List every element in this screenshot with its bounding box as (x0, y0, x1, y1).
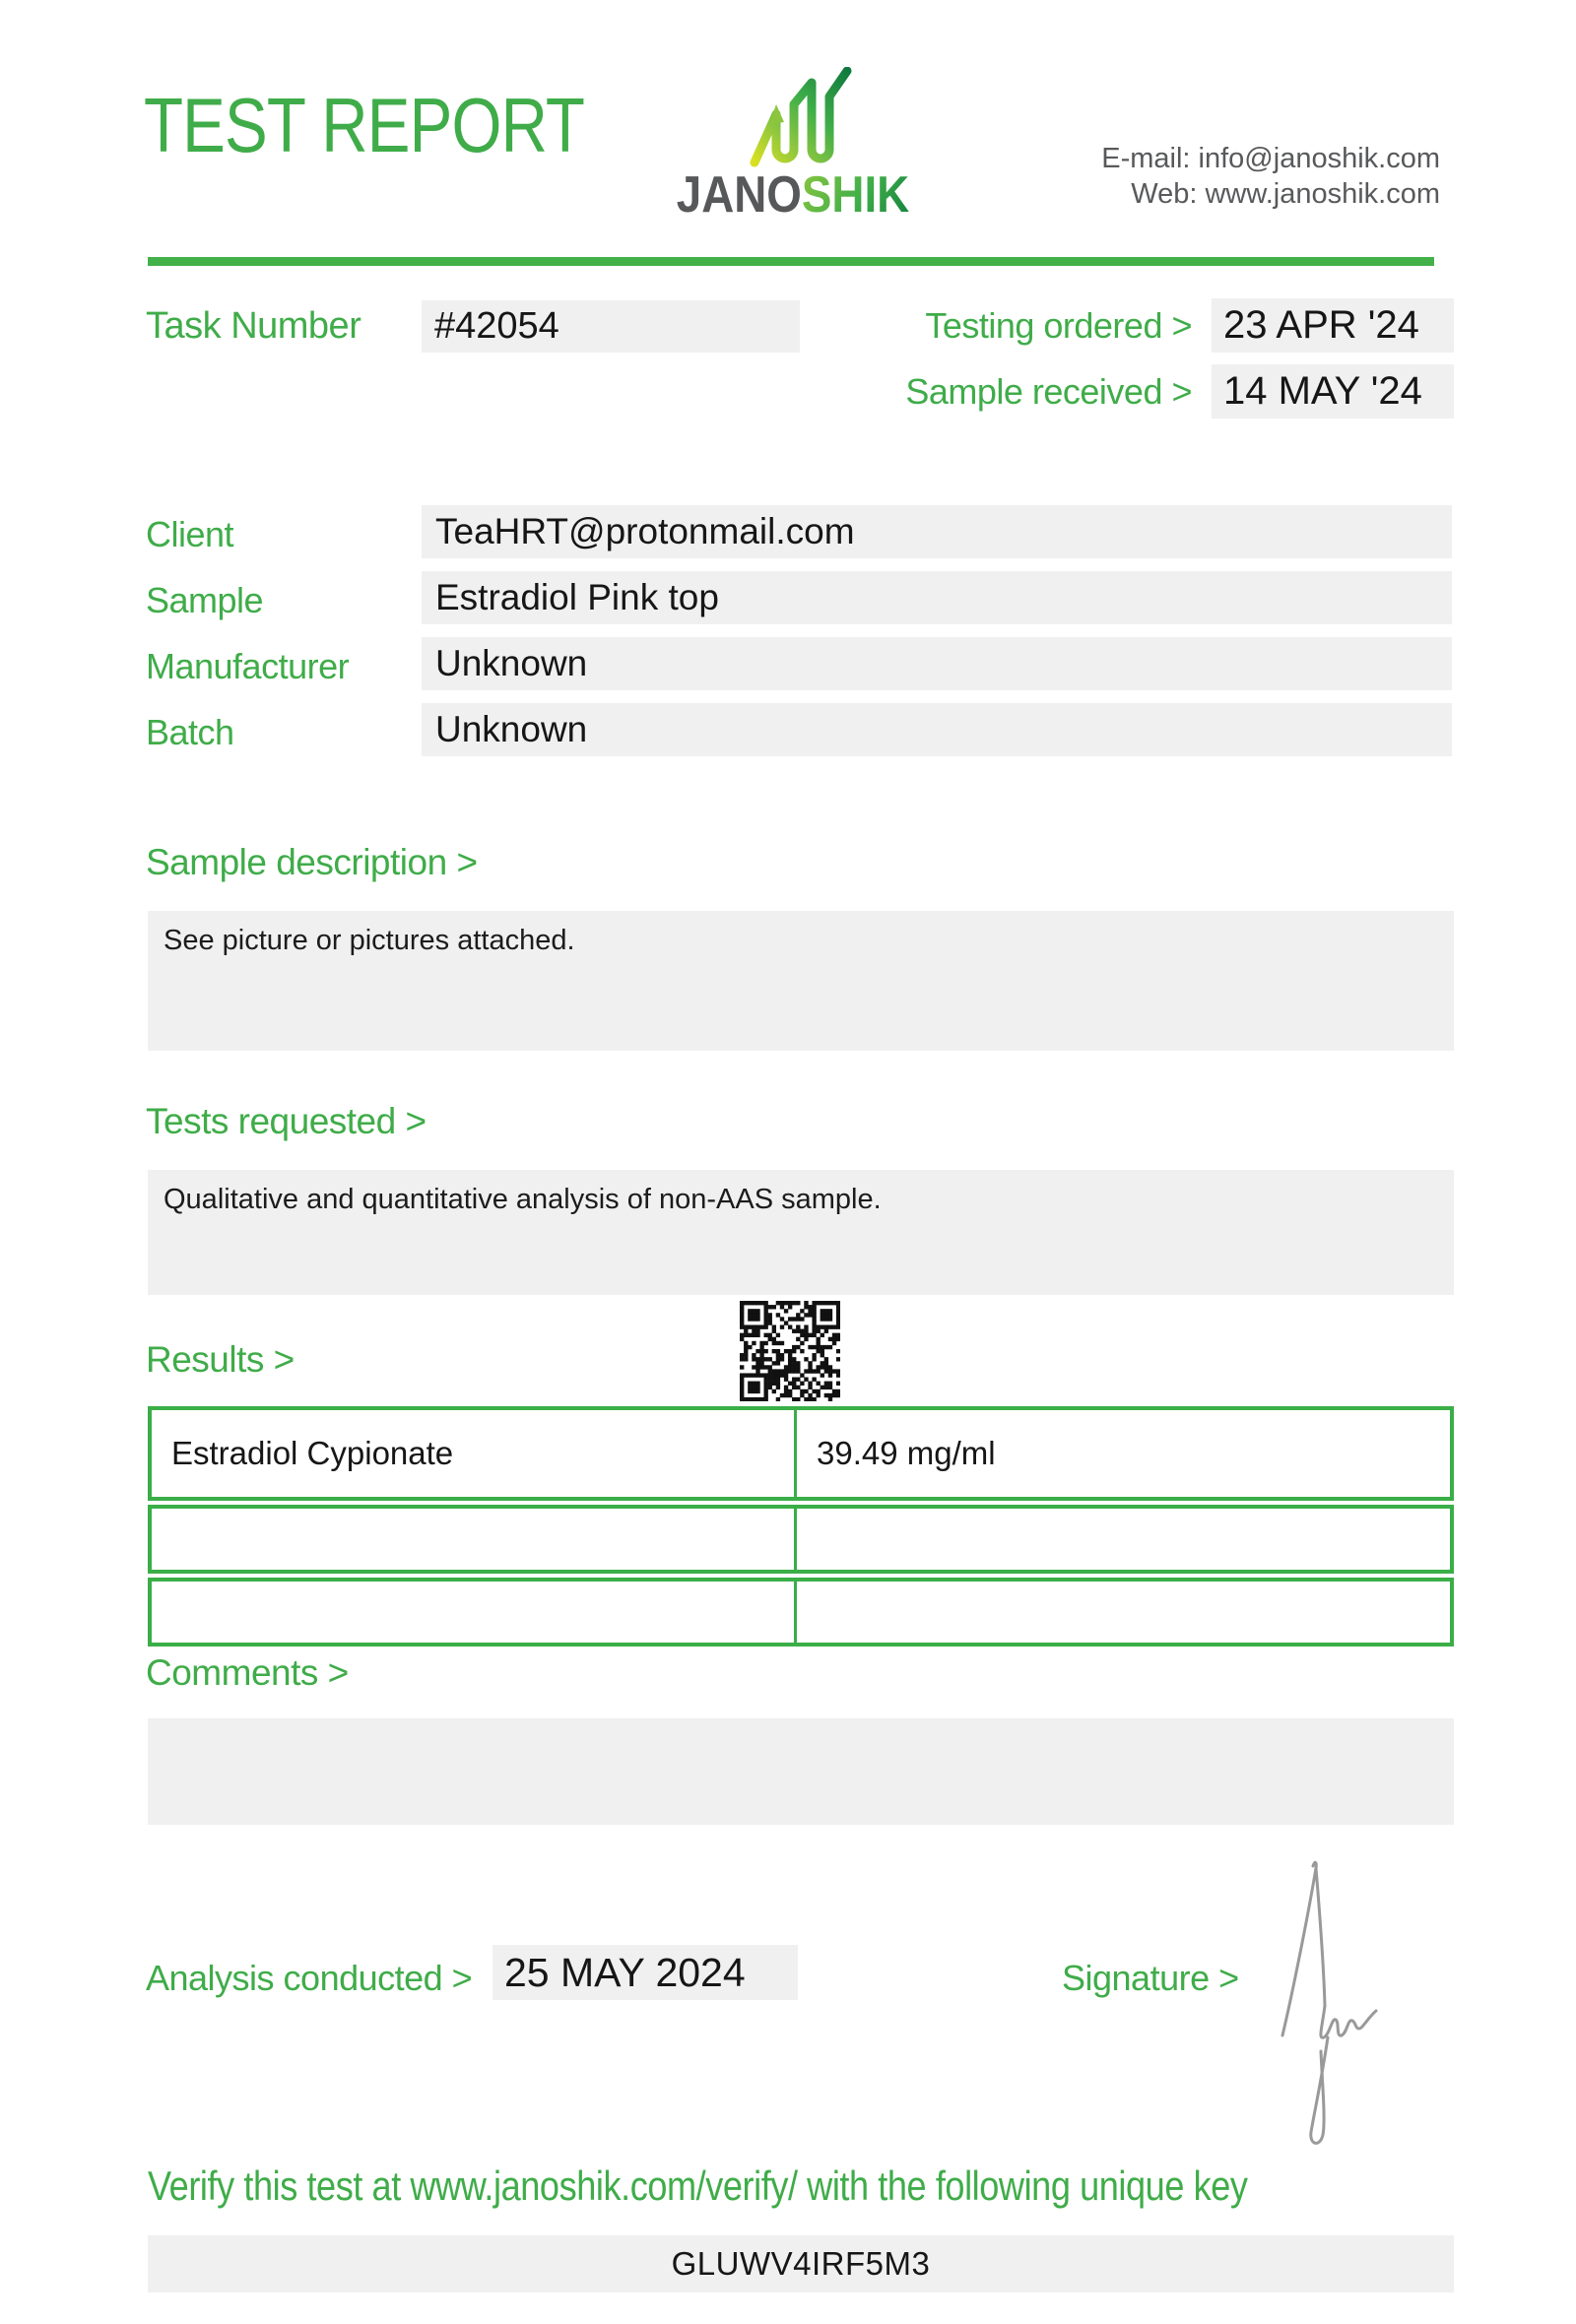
results-table-row (148, 1578, 1454, 1646)
sample-received-label: Sample received > (905, 371, 1192, 412)
analysis-date: 25 MAY 2024 (504, 1949, 746, 1995)
result-analyte: Estradiol Cypionate (171, 1435, 454, 1471)
logo-growth-chart-icon (747, 67, 853, 167)
result-value-cell (797, 1509, 1450, 1570)
contact-block (975, 141, 1440, 212)
sample-label: Sample (146, 580, 264, 620)
comments-heading: Comments > (146, 1652, 349, 1693)
testing-ordered-label: Testing ordered > (925, 305, 1192, 346)
page-title: TEST REPORT (144, 82, 585, 168)
result-analyte-cell (152, 1410, 797, 1497)
contact-web: Web: www.janoshik.com (1131, 178, 1440, 210)
sample-received-box (1212, 364, 1454, 419)
qr-code (740, 1301, 840, 1401)
tests-requested-heading: Tests requested > (146, 1101, 427, 1141)
logo-shik-text: SHIK (801, 166, 910, 224)
results-table-row (148, 1505, 1454, 1574)
batch-label: Batch (146, 712, 234, 752)
task-number-value: #42054 (434, 305, 559, 347)
verify-key: GLUWV4IRF5M3 (671, 2245, 931, 2282)
sample-description-text: See picture or pictures attached. (164, 925, 575, 956)
batch-value: Unknown (435, 709, 588, 749)
sample-received-date: 14 MAY '24 (1223, 369, 1422, 413)
task-number-label: Task Number (146, 305, 361, 347)
client-label: Client (146, 514, 234, 554)
batch-box (422, 703, 1452, 756)
client-box (422, 505, 1452, 558)
tests-requested-text: Qualitative and quantitative analysis of non-AAS sample. (164, 1184, 882, 1215)
result-value: 39.49 mg/ml (817, 1435, 996, 1471)
tests-requested-box (148, 1170, 1454, 1295)
signature-label: Signature > (1062, 1958, 1239, 1998)
analysis-date-box (492, 1945, 798, 2000)
result-value-cell (797, 1582, 1450, 1643)
manufacturer-box (422, 637, 1452, 690)
sample-description-box (148, 911, 1454, 1051)
header-divider (148, 257, 1434, 266)
results-heading: Results > (146, 1339, 295, 1380)
results-table-row (148, 1406, 1454, 1501)
sample-box (422, 571, 1452, 624)
result-analyte-cell (152, 1509, 797, 1570)
sample-value: Estradiol Pink top (435, 577, 719, 617)
result-analyte-cell (152, 1582, 797, 1643)
sample-description-heading: Sample description > (146, 842, 478, 882)
signature-image (1271, 1856, 1379, 2152)
testing-ordered-date: 23 APR '24 (1223, 303, 1419, 347)
logo-wordmark (663, 165, 923, 225)
contact-email: E-mail: info@janoshik.com (1101, 143, 1440, 174)
result-value-cell (797, 1410, 1450, 1497)
verify-instruction: Verify this test at www.janoshik.com/verify/ with the following unique key (148, 2163, 1248, 2209)
analysis-conducted-label: Analysis conducted > (146, 1958, 473, 1998)
manufacturer-label: Manufacturer (146, 646, 350, 686)
comments-text (148, 1718, 1454, 1732)
logo-jano-text: JANO (676, 166, 802, 224)
testing-ordered-box (1212, 298, 1454, 353)
client-value: TeaHRT@protonmail.com (435, 511, 855, 551)
verify-key-box (148, 2235, 1454, 2292)
manufacturer-value: Unknown (435, 643, 588, 683)
comments-box (148, 1718, 1454, 1825)
